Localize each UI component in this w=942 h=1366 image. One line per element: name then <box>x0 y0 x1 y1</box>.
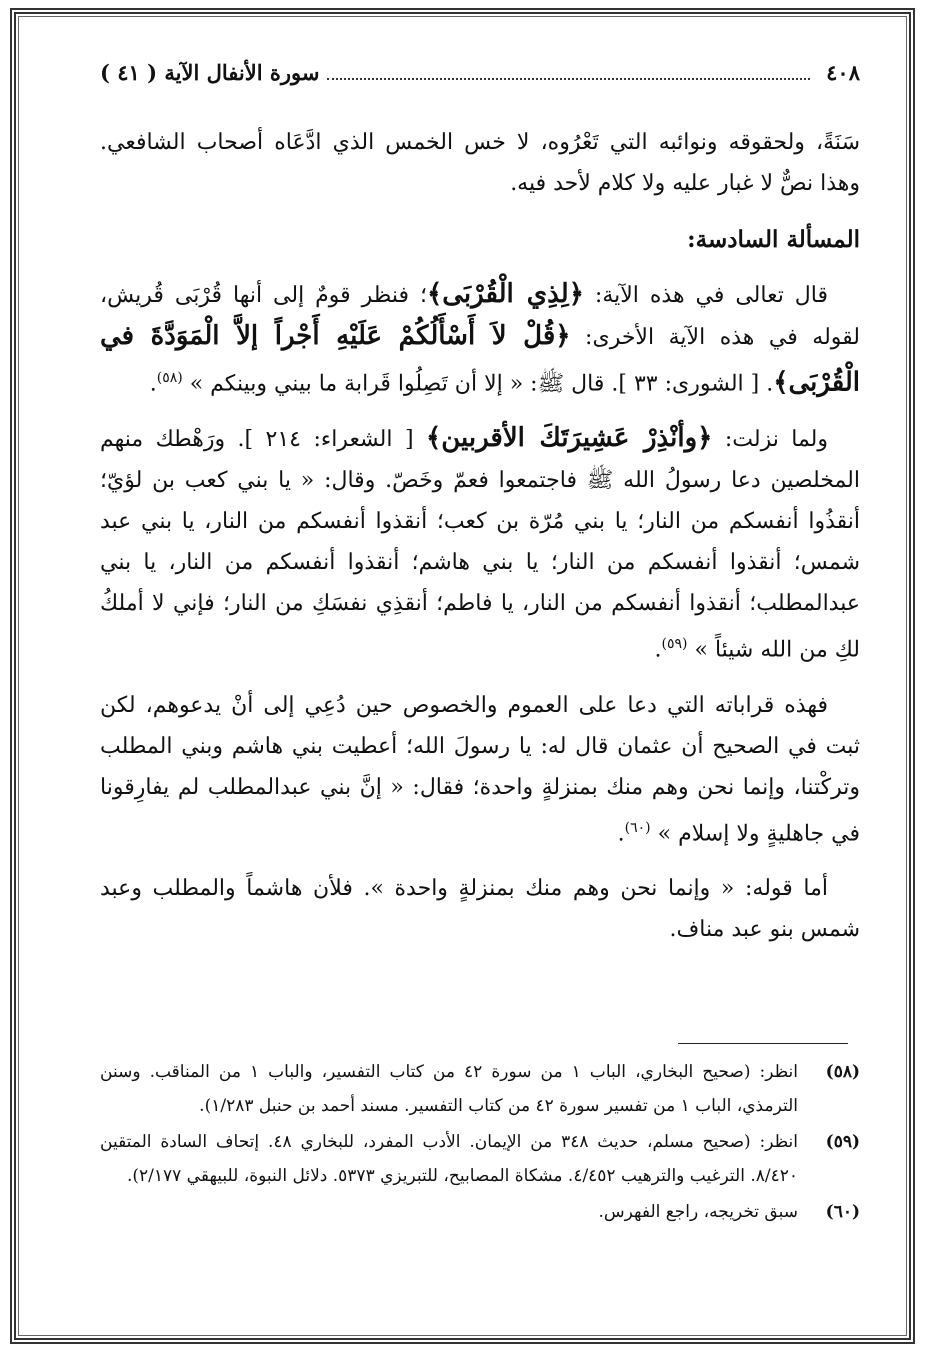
footnote-text: انظر: (صحيح البخاري، الباب ١ من سورة ٤٢ من كتاب التفسير، والباب ١ من المناقب. وسنن الترمذي، الباب ١ من تفسير سورة ٤٢ من كتاب التفسير. مسند أحمد بن حنبل ١/٢٨٣). <box>100 1062 799 1116</box>
paragraph-2-text-a: قال تعالى في هذه الآية: <box>583 283 829 308</box>
section-heading: المسألة السادسة: <box>687 226 860 253</box>
page-body <box>100 60 860 950</box>
footnote-number: (٥٨) <box>825 1062 860 1082</box>
footnote-ref-60: (٦٠) <box>624 819 651 836</box>
paragraph-2: قال تعالى في هذه الآية: ﴿لِذِي الْقُرْبَى﴾؛ فنظر قومٌ إلى أنها قُرْبَى قُريش، لقوله في هذه الآية الأخرى: ﴿قُلْ لاَ أَسْأَلُكُمْ عَلَيْهِ أَجْراً إلاَّ الْمَوَدَّةَ في الْقُرْبَى﴾. [ الشورى: ٣٣ ]. قال ﷺ: « إلا أن تَصِلُوا قَرابة ما بيني وبينكم » $^{(٥٨)}$. <box>100 279 860 398</box>
page-number: ٤٠٨ <box>826 60 860 85</box>
footnote-ref-58: (٥٨) <box>156 370 183 386</box>
footnote-60 <box>100 1195 860 1229</box>
footnotes <box>100 1055 860 1231</box>
footnote-number: (٦٠) <box>825 1202 860 1222</box>
surah-title: سورة الأنفال الآية ( ٤١ ) <box>100 60 320 85</box>
paragraph-2-text-b: ؛ فنظر قومٌ إلى أنها قُرْبَى قُريش، لقوله في هذه الآية الأخرى: <box>100 283 860 350</box>
paragraph-4: فهذه قراباته التي دعا على العموم والخصوص حين دُعِي إلى أنْ يدعوهم، لكن ثبت في الصحيح أن عثمان قال له: يا رسولَ الله؛ أعطيت بني هاشم وبني المطلب وتركْتنا، وإنما نحن وهم منك بمنزلةٍ واحدة؛ فقال: « إنَّ بني عبدالمطلب لم يفارِقونا في جاهليةٍ ولا إسلام » $^{(٦٠)}$. <box>100 692 860 846</box>
header-dotted-leader <box>327 64 810 80</box>
footnote-ref-59: (٥٩) <box>661 636 688 653</box>
footnote-separator <box>678 1043 848 1044</box>
paragraph-3-text-b: [ الشعراء: ٢١٤ ]. ورَهْطك منهم المخلصين دعا رسولُ الله ﷺ فاجتمعوا فعمّ وخَصّ. وقال: « يا بني كعب بن لؤيّ؛ أنقذُوا أنفسكم من النار؛ يا بني مُرّة بن كعب؛ أنقذوا أنفسكم من النار، يا بني عبد شمس؛ أنقذوا أنفسكم من النار؛ يا بني هاشم؛ أنقذوا أنفسكم من النار، يا بني عبدالمطلب؛ أنقذوا أنفسكم من النار، يا فاطم؛ أنقذِي نفسَكِ من النار؛ فإني لا أملكُ لكِ من الله شيئاً » <box>100 427 860 663</box>
quran-verse-1: ﴿لِذِي الْقُرْبَى﴾ <box>426 279 584 309</box>
running-header <box>100 60 860 96</box>
footnote-58 <box>100 1055 860 1123</box>
paragraph-1: سَنَةً، ولحقوقه ونوائبه التي تَعْرُوه، لا خس الخمس الذي ادَّعَاه أصحاب الشافعي. وهذا نصٌّ لا غبار عليه ولا كلام لأحد فيه. <box>100 130 860 196</box>
footnote-text: سبق تخريجه، راجع الفهرس. <box>598 1202 798 1222</box>
footnote-59 <box>100 1125 860 1193</box>
paragraph-5: أما قوله: « وإنما نحن وهم منك بمنزلةٍ واحدة ». فلأن هاشماً والمطلب وعبد شمس بنو عبد مناف. <box>100 875 860 942</box>
paragraph-3-text-a: ولما نزلت: <box>712 427 829 453</box>
paragraph-2-text-c: . [ الشورى: ٣٣ ]. قال ﷺ: « إلا أن تَصِلُوا قَرابة ما بيني وبينكم » <box>189 371 774 397</box>
footnote-text: انظر: (صحيح مسلم، حديث ٣٤٨ من الإيمان. الأدب المفرد، للبخاري ٤٨. إتحاف السادة المتقين ٨/٤٢٠. الترغيب والترهيب ٤/٤٥٢. مشكاة المصابيح، للتبريزي ٥٣٧٣. دلائل النبوة، للبيهقي ٢/١٧٧). <box>100 1132 798 1186</box>
footnote-number: (٥٩) <box>825 1132 860 1152</box>
paragraph-3: ولما نزلت: ﴿وأنْذِرْ عَشِيرَتَكَ الأقربين﴾ [ الشعراء: ٢١٤ ]. ورَهْطك منهم المخلصين دعا رسولُ الله ﷺ فاجتمعوا فعمّ وخَصّ. وقال: « يا بني كعب بن لؤيّ؛ أنقذُوا أنفسكم من النار؛ يا بني مُرّة بن كعب؛ أنقذوا أنفسكم من النار، يا بني عبد شمس؛ أنقذوا أنفسكم من النار؛ يا بني هاشم؛ أنقذوا أنفسكم من النار، يا بني عبدالمطلب؛ أنقذوا أنفسكم من النار، يا فاطم؛ أنقذِي نفسَكِ من النار؛ فإني لا أملكُ لكِ من الله شيئاً » $^{(٥٩)}$. <box>100 423 860 663</box>
quran-verse-3: ﴿وأنْذِرْ عَشِيرَتَكَ الأقربين﴾ <box>425 423 713 454</box>
quran-verse-2: ﴿قُلْ لاَ أَسْأَلُكُمْ عَلَيْهِ أَجْراً إلاَّ الْمَوَدَّةَ في الْقُرْبَى﴾ <box>100 321 860 398</box>
paragraph-4-text: فهذه قراباته التي دعا على العموم والخصوص حين دُعِي إلى أنْ يدعوهم، لكن ثبت في الصحيح أن عثمان قال له: يا رسولَ الله؛ أعطيت بني هاشم وبني المطلب وتركْتنا، وإنما نحن وهم منك بمنزلةٍ واحدة؛ فقال: « إنَّ بني عبدالمطلب لم يفارِقونا في جاهليةٍ ولا إسلام » <box>100 692 860 846</box>
